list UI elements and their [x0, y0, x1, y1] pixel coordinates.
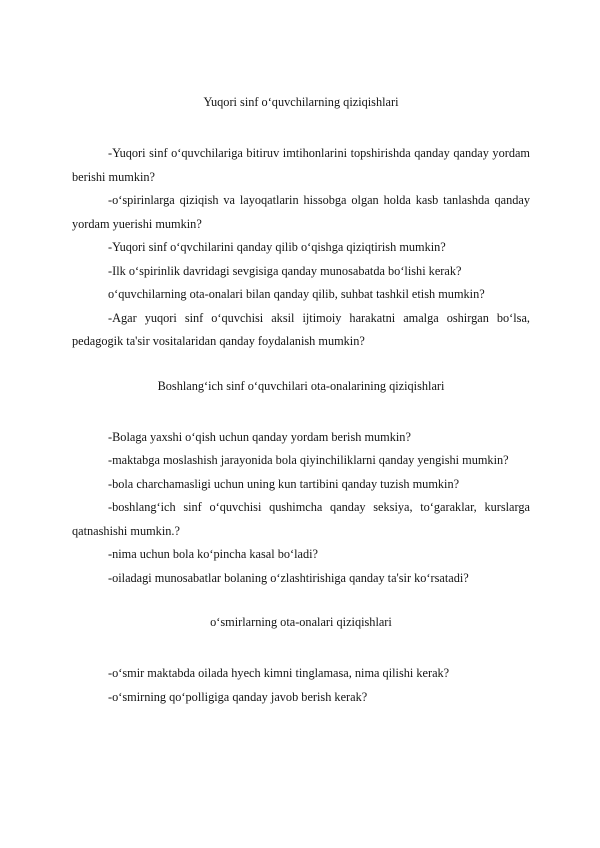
list-item: -boshlang‘ich sinf o‘quvchisi qushimcha qanday seksiya, to‘garaklar, kurslarga qatnashishi mumkin.? — [72, 500, 530, 538]
section-title: o‘smirlarning ota-onalari qiziqishlari — [210, 615, 392, 629]
list-item: -o‘smirning qo‘polligiga qanday javob berish kerak? — [108, 689, 368, 704]
section-teen-parents — [72, 614, 530, 709]
list-item: -nima uchun bola ko‘pincha kasal bo‘ladi? — [108, 547, 319, 561]
list-item: -maktabga moslashish jarayonida bola qiyinchiliklarni qanday yengishi mumkin? — [108, 453, 509, 467]
list-item: -Yuqori sinf o‘quvchilariga bitiruv imtihonlarini topshirishda qanday qanday yordam berishi mumkin? — [72, 146, 530, 184]
list-item: -oiladagi munosabatlar bolaning o‘zlashtirishiga qanday ta'sir ko‘rsatadi? — [108, 570, 469, 585]
list-item: -o‘smir maktabda oilada hyech kimni tinglamasa, nima qilishi kerak? — [108, 666, 450, 680]
document-body — [72, 94, 530, 709]
list-item: -Bolaga yaxshi o‘qish uchun qanday yordam berish mumkin? — [108, 429, 411, 444]
section-senior-students — [72, 94, 530, 354]
list-item: -o‘spirinlarga qiziqish va layoqatlarin hissobga olgan holda kasb tanlashda qanday yordam yuerishi mumkin? — [72, 193, 530, 231]
section-title: Boshlang‘ich sinf o‘quvchilari ota-onalarining qiziqishlari — [157, 378, 445, 393]
list-item: -Yuqori sinf o‘qvchilarini qanday qilib o‘qishga qiziqtirish mumkin? — [108, 240, 446, 254]
list-item: -Ilk o‘spirinlik davridagi sevgisiga qanday munosabatda bo‘lishi kerak? — [108, 263, 462, 278]
section-primary-parents — [72, 378, 530, 591]
section-title: Yuqori sinf o‘quvchilarning qiziqishlari — [203, 95, 399, 109]
list-item: o‘quvchilarning ota-onalari bilan qanday qilib, suhbat tashkil etish mumkin? — [108, 287, 485, 301]
list-item: -Agar yuqori sinf o‘quvchisi aksil ijtimoiy harakatni amalga oshirgan bo‘lsa, pedagogik ta'sir vositalaridan qanday foydalanish mumkin? — [72, 310, 530, 348]
list-item: -bola charchamasligi uchun uning kun tartibini qanday tuzish mumkin? — [108, 476, 460, 491]
